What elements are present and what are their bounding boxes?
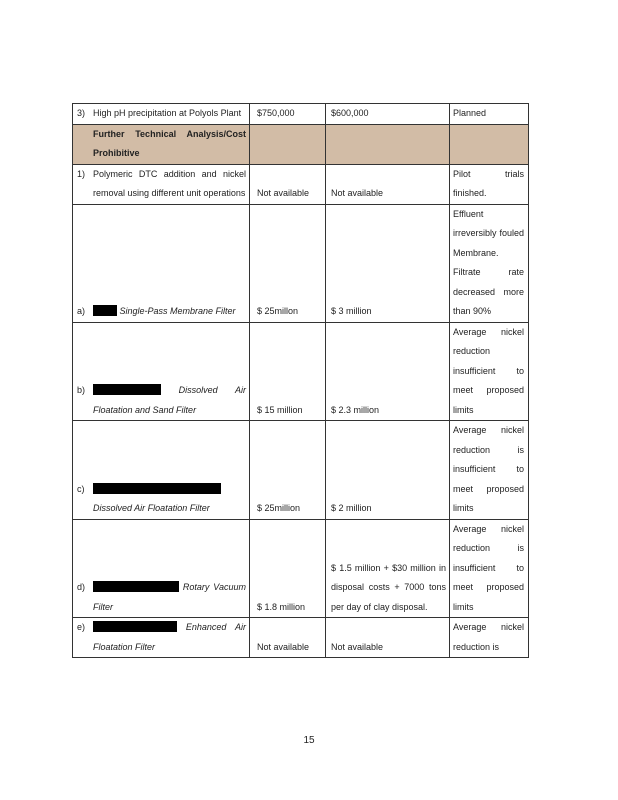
- cost-b: Not available: [331, 188, 384, 198]
- cost-b-cell: [326, 618, 450, 658]
- cost-b-cell: [326, 421, 450, 520]
- status-cell: [450, 421, 529, 520]
- cost-b: $ 1.5 million + $30 million in disposal costs + 7000 tons per day of clay disposal.: [331, 562, 446, 612]
- item-cell: [73, 164, 250, 204]
- cost-a: $ 1.8 million: [257, 601, 306, 612]
- table-row: [73, 322, 529, 421]
- table-row: [73, 519, 529, 618]
- item-cell: [73, 421, 250, 520]
- item-description: Polymeric DTC addition and nickel removal using different unit operations: [93, 168, 246, 198]
- status-cell: [450, 164, 529, 204]
- cost-b: $ 2.3 million: [331, 404, 380, 415]
- cost-a-cell: [250, 421, 326, 520]
- cost-a: Not available: [257, 188, 310, 198]
- cost-a-cell: [250, 519, 326, 618]
- section-title: Further Technical Analysis/Cost Prohibitive: [93, 128, 246, 158]
- remediation-options-table: [72, 103, 529, 658]
- redaction-block: [93, 581, 179, 592]
- cost-a-cell: [250, 618, 326, 658]
- item-cell: [73, 104, 250, 125]
- status: Planned: [453, 108, 487, 118]
- cost-b: $ 2 million: [331, 503, 372, 513]
- item-number: a): [77, 306, 86, 316]
- cost-b: $ 3 million: [331, 306, 372, 316]
- cost-b: Not available: [331, 641, 384, 652]
- section-header-cell: [73, 124, 250, 164]
- status-cell: [450, 618, 529, 658]
- status-cell: [450, 322, 529, 421]
- cost-a: $750,000: [257, 108, 295, 118]
- item-number: d): [77, 582, 86, 592]
- table-row: [73, 204, 529, 322]
- cost-a-cell: [250, 164, 326, 204]
- status-cell: [450, 104, 529, 125]
- cost-b-cell: [326, 164, 450, 204]
- cost-b-cell: [326, 204, 450, 322]
- item-description: Enhanced Air Floatation Filter: [93, 622, 246, 652]
- page-number: 15: [303, 735, 315, 746]
- item-cell: [73, 322, 250, 421]
- status: Average nickel reduction is insufficient to meet proposed limits: [453, 425, 524, 513]
- item-description: Dissolved Air Floatation Filter: [93, 480, 249, 519]
- cost-a-cell: [250, 104, 326, 125]
- table-row: [73, 164, 529, 204]
- item-cell: [73, 204, 250, 322]
- item-cell: [73, 618, 250, 658]
- item-description: High pH precipitation at Polyols Plant: [93, 108, 242, 118]
- table-row: [73, 104, 529, 125]
- cost-b: $600,000: [331, 108, 369, 118]
- status-cell: [450, 204, 529, 322]
- item-number: e): [77, 622, 86, 632]
- section-header-row: [73, 124, 529, 164]
- cost-a-cell: [250, 322, 326, 421]
- status: Average nickel reduction is insufficient to meet proposed limits: [453, 523, 524, 612]
- status: Effluent irreversibly fouled Membrane. Filtrate rate decreased more than 90%: [453, 208, 524, 316]
- item-number: 1): [77, 168, 86, 179]
- redaction-block: [93, 305, 117, 316]
- cost-a: $ 15 million: [257, 404, 303, 415]
- table-row: [73, 618, 529, 658]
- item-number: 3): [77, 108, 86, 118]
- cost-a-cell: [250, 204, 326, 322]
- status-cell: [450, 519, 529, 618]
- status: Average nickel reduction is: [453, 622, 524, 652]
- item-description: Rotary Vacuum Filter: [93, 582, 246, 612]
- cost-b-cell: [326, 322, 450, 421]
- item-number: b): [77, 385, 86, 395]
- item-cell: [73, 519, 250, 618]
- cost-b-cell: [326, 104, 450, 125]
- cost-a: $ 25millon: [257, 306, 299, 316]
- redaction-block: [93, 384, 161, 395]
- redaction-block: [93, 483, 221, 494]
- cost-b-cell: [326, 519, 450, 618]
- status: Average nickel reduction insufficient to meet proposed limits: [453, 326, 524, 415]
- cost-a: Not available: [257, 641, 310, 652]
- item-description: Dissolved Air Floatation and Sand Filter: [93, 385, 246, 415]
- table-row: [73, 421, 529, 520]
- item-number: c): [77, 483, 85, 494]
- item-description: Single-Pass Membrane Filter: [93, 302, 249, 322]
- redaction-block: [93, 621, 177, 632]
- cost-a: $ 25million: [257, 503, 301, 513]
- status: Pilot trials finished.: [453, 168, 524, 198]
